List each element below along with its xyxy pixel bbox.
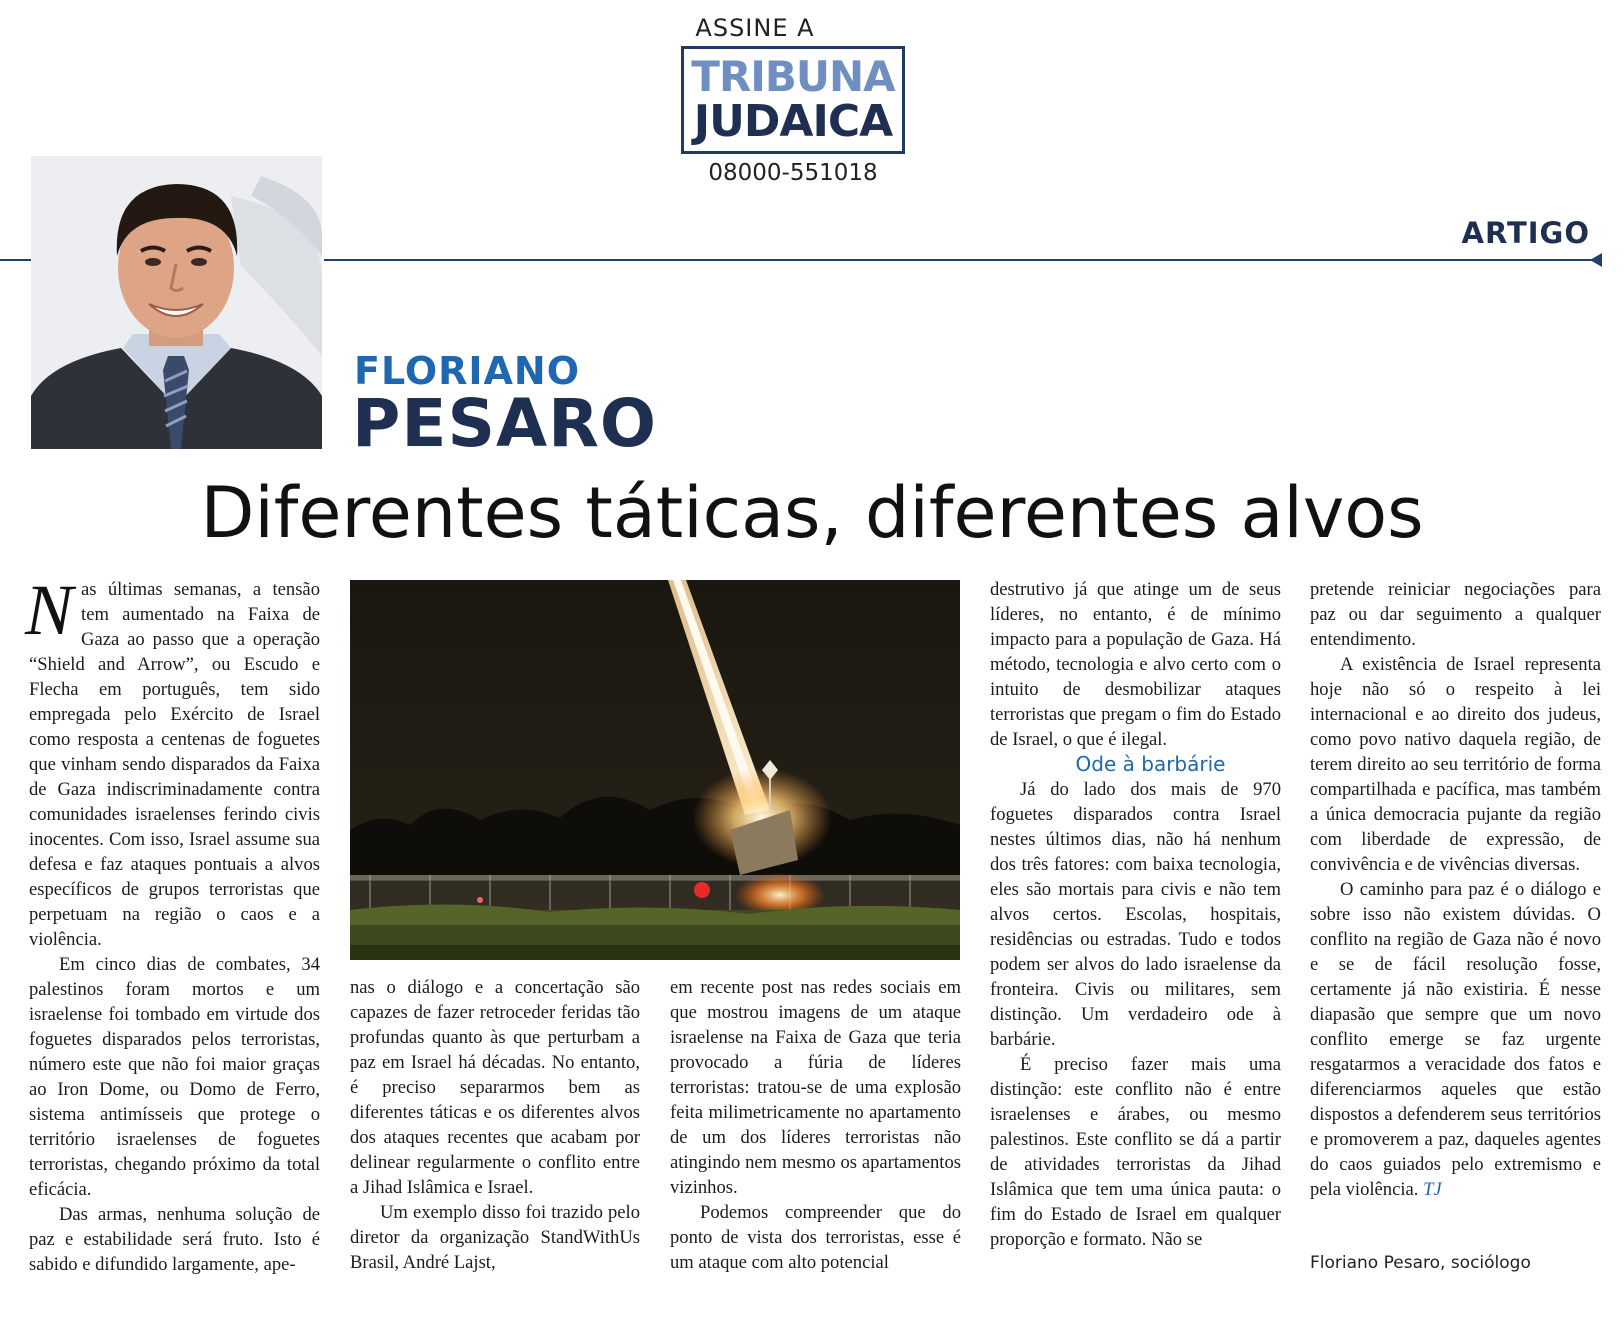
subscribe-label: ASSINE A <box>695 14 815 42</box>
article-column-1 <box>25 570 320 1277</box>
article-column-4 <box>990 577 1281 1252</box>
paragraph-text: as últimas semanas, a tensão tem aumentado na Faixa de Gaza ao passo que a operação “Shield and Arrow”, ou Escudo e Flecha em português, tem sido empregada pelo Exército de Israel como resposta a centenas de foguetes que vinham sendo disparados da Faixa de Gaza indiscriminadamente contra comunidades israelenses ferindo civis inocentes. Com isso, Israel assume sua defesa e faz ataques pontuais a alvos específicos de grupos terroristas que perpetuam na região o caos e a violência. <box>29 579 320 950</box>
paragraph: Já do lado dos mais de 970 foguetes disparados contra Israel nestes últimos dias, não há nenhum dos três fatores: com baixa tecnologia, eles são mortais para civis e não tem alvos certos. Escolas, hospitais, residências ou estradas. Tudo e todos podem ser alvos do lado israelense da fronteira. Civis ou militares, sem distinção. Um verdadeiro ode à barbárie. <box>990 779 1281 1050</box>
paragraph: É preciso fazer mais uma distinção: este conflito não é entre israelenses e árabes, ou mesmo palestinos. Este conflito se dá a partir de atividades terroristas da Jihad Islâmica que tem uma única pauta: o fim do Estado de Israel em qualquer proporção e formato. Não se <box>990 1054 1281 1250</box>
article-subheading: Ode à barbárie <box>1075 752 1226 776</box>
paragraph: Podemos compreender que do ponto de vista dos terroristas, esse é um ataque com alto potencial <box>670 1202 961 1273</box>
article-headline: Diferentes táticas, diferentes alvos <box>200 472 1424 554</box>
author-last-name: PESARO <box>352 385 657 462</box>
paragraph-text: O caminho para paz é o diálogo e sobre isso não existem dúvidas. O conflito na região de Gaza não é novo e se de fácil resolução fosse, certamente já não existiria. É nesse diapasão que sempre que um novo conflito emerge se faz urgente resgatarmos a veracidade dos fatos e diferenciarmos aqueles que estão dispostos a defenderem seus territórios e promoverem a paz, daqueles agentes do caos guiados pelo extremismo e pela violência. <box>1310 879 1601 1200</box>
subscribe-phone: 08000-551018 <box>708 160 878 186</box>
paragraph: A existência de Israel representa hoje não só o respeito à lei internacional e ao direito dos judeus, como povo nativo daquela região, de terem direito ao seu território de forma compartilhada e pacífica, mas também a única democracia pujante da região com liberdade de expressão, de convivência e de vivências diversas. <box>1310 654 1601 875</box>
section-label: ARTIGO <box>1461 216 1590 250</box>
rule-arrow-icon <box>1590 253 1602 267</box>
header-rule-left <box>0 259 31 261</box>
author-portrait-illustration <box>31 156 322 449</box>
paragraph: Em cinco dias de combates, 34 palestinos foram mortos e um israelense foi tombado em virtude dos foguetes disparados pelos terroristas, número este que não foi maior graças ao Iron Dome, ou Domo de Ferro, sistema antimísseis que protege o território israelenses de foguetes terroristas, chegando próximo da total eficácia. <box>29 954 320 1200</box>
author-signature: Floriano Pesaro, sociólogo <box>1310 1253 1531 1273</box>
end-mark: TJ <box>1423 1179 1442 1200</box>
iron-dome-launch-photo <box>350 580 960 960</box>
logo-line-judaica: JUDAICA <box>693 96 893 147</box>
author-photo <box>31 156 322 449</box>
article-column-5 <box>1310 577 1601 1202</box>
paragraph: em recente post nas redes sociais em que mostrou imagens de um ataque israelense na Faixa de Gaza que teria provocado a fúria de líderes terroristas: tratou-se de uma explosão feita milimetricamente no apartamento de um dos líderes terroristas não atingindo nem mesmo os apartamentos vizinhos. <box>670 977 961 1198</box>
author-first-name: FLORIANO <box>354 349 581 393</box>
paragraph <box>1310 877 1601 1202</box>
tribuna-judaica-logo[interactable] <box>681 46 905 154</box>
paragraph <box>25 570 320 952</box>
paragraph: Um exemplo disso foi trazido pelo diretor da organização StandWithUs Brasil, André Lajst, <box>350 1202 640 1273</box>
paragraph: nas o diálogo e a concertação são capazes de fazer retroceder feridas tão profundas quanto às que perturbam a paz em Israel há décadas. No entanto, é preciso separarmos bem as diferentes táticas e os diferentes alvos dos ataques recentes que acabam por delinear regularmente o conflito entre a Jihad Islâmica e Israel. <box>350 977 640 1198</box>
paragraph: Das armas, nenhuma solução de paz e estabilidade será fruto. Isto é sabido e difundido largamente, ape- <box>29 1204 320 1275</box>
header-rule <box>324 259 1598 261</box>
article-column-2 <box>350 975 640 1275</box>
logo-line-tribuna: TRIBUNA <box>691 52 895 101</box>
drop-cap: N <box>25 570 74 650</box>
paragraph: pretende reiniciar negociações para paz ou dar seguimento a qualquer entendimento. <box>1310 579 1601 650</box>
rocket-launch-illustration <box>350 580 960 960</box>
paragraph: destrutivo já que atinge um de seus líderes, no entanto, é de mínimo impacto para a população de Gaza. Há método, tecnologia e alvo certo com o intuito de desmobilizar ataques terroristas que pregam o fim do Estado de Israel, o que é ilegal. <box>990 579 1281 750</box>
article-column-3 <box>670 975 961 1275</box>
